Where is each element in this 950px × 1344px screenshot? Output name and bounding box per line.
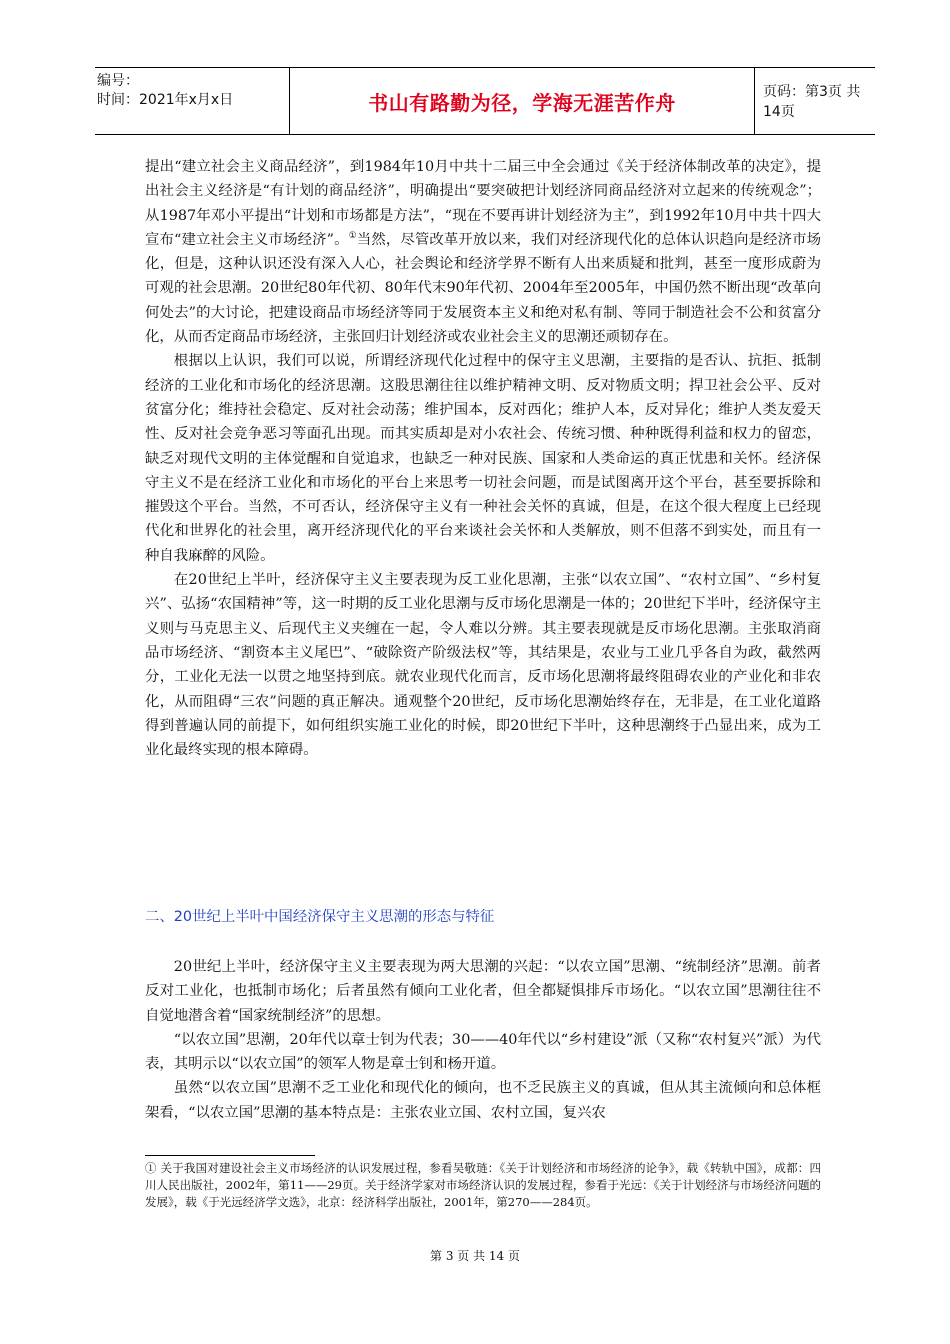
paragraph: [145, 155, 821, 349]
header-page-cell: [755, 68, 875, 134]
header-meta: [95, 68, 289, 134]
header-motto: 书山有路勤为径，学海无涯苦作舟: [368, 90, 676, 115]
page-footer-text: 第 3 页 共 14 页: [430, 1249, 520, 1263]
section-heading: 二、20世纪上半叶中国经济保守主义思潮的形态与特征: [145, 909, 495, 925]
footnote: ① 关于我国对建设社会主义市场经济的认识发展过程，参看吴敬琏：《关于计划经济和市场经济的论争》，载《转轨中国》，成都：四川人民出版社，2002年，第11——29页。关于经济学家对市场经济认识的发展过程，参看于光远：《关于计划经济与市场经济问题的发展》，载《于光远经济学文选》，北京：经济科学出版社，2001年，第270——284页。: [145, 1161, 821, 1209]
main-body: [145, 155, 821, 762]
header-motto-cell: [289, 68, 755, 134]
paragraph-text: 提出“建立社会主义商品经济”，到1984年10月中共十二届三中全会通过《关于经济体制改革的决定》，提出社会主义经济是“有计划的商品经济”，明确提出“要突破把计划经济同商品经济对立起来的传统观念”；从1987年邓小平提出“计划和市场都是方法”，“现在不要再讲计划经济为主”，到1992年10月中共十四大宣布“建立社会主义市场经济”。: [145, 159, 821, 248]
paragraph: 虽然“以农立国”思潮不乏工业化和现代化的倾向，也不乏民族主义的真诚，但从其主流倾向和总体框架看，“以农立国”思潮的基本特点是：主张农业立国、农村立国，复兴农: [145, 1080, 821, 1121]
header-table: [95, 67, 875, 135]
paragraph: 在20世纪上半叶，经济保守主义主要表现为反工业化思潮，主张“以农立国”、“农村立国”、“乡村复兴”、弘扬“农国精神”等，这一时期的反工业化思潮与反市场化思潮是一体的；20世纪下半叶，经济保守主义则与马克思主义、后现代主义夹缠在一起，令人难以分辨。其主要表现就是反市场化思潮。主张取消商品市场经济、“割资本主义尾巴”、“破除资产阶级法权”等，其结果是，农业与工业几乎各自为政，截然两分，工业化无法一以贯之地坚持到底。就农业现代化而言，反市场化思潮将最终阻碍农业的产业化和非农化，从而阻碍“三农”问题的真正解决。通观整个20世纪，反市场化思潮始终存在，无非是，在工业化道路得到普遍认同的前提下，如何组织实施工业化的时候，即20世纪下半叶，这种思潮终于凸显出来，成为工业化最终实现的根本障碍。: [145, 572, 821, 759]
document-number-label: 编号：: [97, 73, 139, 89]
paragraph: “以农立国”思潮，20年代以章士钊为代表；30——40年代以“乡村建设”派（又称“农村复兴”派）为代表，其明示以“以农立国”的领军人物是章士钊和杨开道。: [145, 1031, 821, 1073]
section-body: [145, 955, 821, 1125]
footnote-ref[interactable]: ①: [348, 231, 357, 242]
paragraph: 根据以上认识，我们可以说，所谓经济现代化过程中的保守主义思潮，主要指的是否认、抗拒、抵制经济的工业化和市场化的经济思潮。这股思潮往往以维护精神文明、反对物质文明；捍卫社会公平、反对贫富分化；维持社会稳定、反对社会动荡；维护国本，反对西化；维护人本，反对异化；维护人类友爱天性、反对社会竞争恶习等面孔出现。而其实质却是对小农社会、传统习惯、种种既得利益和权力的留恋，缺乏对现代文明的主体觉醒和自觉追求，也缺乏一种对民族、国家和人类命运的真正忧患和关怀。经济保守主义不是在经济工业化和市场化的平台上来思考一切社会问题，而是试图离开这个平台，甚至要拆除和摧毁这个平台。当然，不可否认，经济保守主义有一种社会关怀的真诚，但是，在这个很大程度上已经现代化和世界化的社会里，离开经济现代化的平台来谈社会关怀和人类解放，则不但落不到实处，而且有一种自我麻醉的风险。: [145, 353, 821, 564]
paragraph-text: 当然，尽管改革开放以来，我们对经济现代化的总体认识趋向是经济市场化，但是，这种认识还没有深入人心，社会舆论和经济学界不断有人出来质疑和批判，甚至一度形成蔚为可观的社会思潮。20世纪80年代初、80年代末90年代初、2004年至2005年，中国仍然不断出现“改革向何处去”的大讨论，把建设商品市场经济等同于发展资本主义和绝对私有制、等同于制造社会不公和贫富分化，从而否定商品市场经济，主张回归计划经济或农业社会主义的思潮还顽韧存在。: [145, 231, 821, 346]
footnote-divider: [145, 1155, 315, 1156]
page-footer: [0, 1247, 950, 1264]
header-page-label: 页码：第3页 共14页: [763, 84, 861, 120]
paragraph: 20世纪上半叶，经济保守主义主要表现为两大思潮的兴起：“以农立国”思潮、“统制经济”思潮。前者反对工业化，也抵制市场化；后者虽然有倾向工业化者，但全都疑惧排斥市场化。“以农立国”思潮往往不自觉地潜含着“国家统制经济”的思想。: [145, 959, 821, 1024]
document-time-label: 时间：2021年x月x日: [97, 92, 234, 108]
